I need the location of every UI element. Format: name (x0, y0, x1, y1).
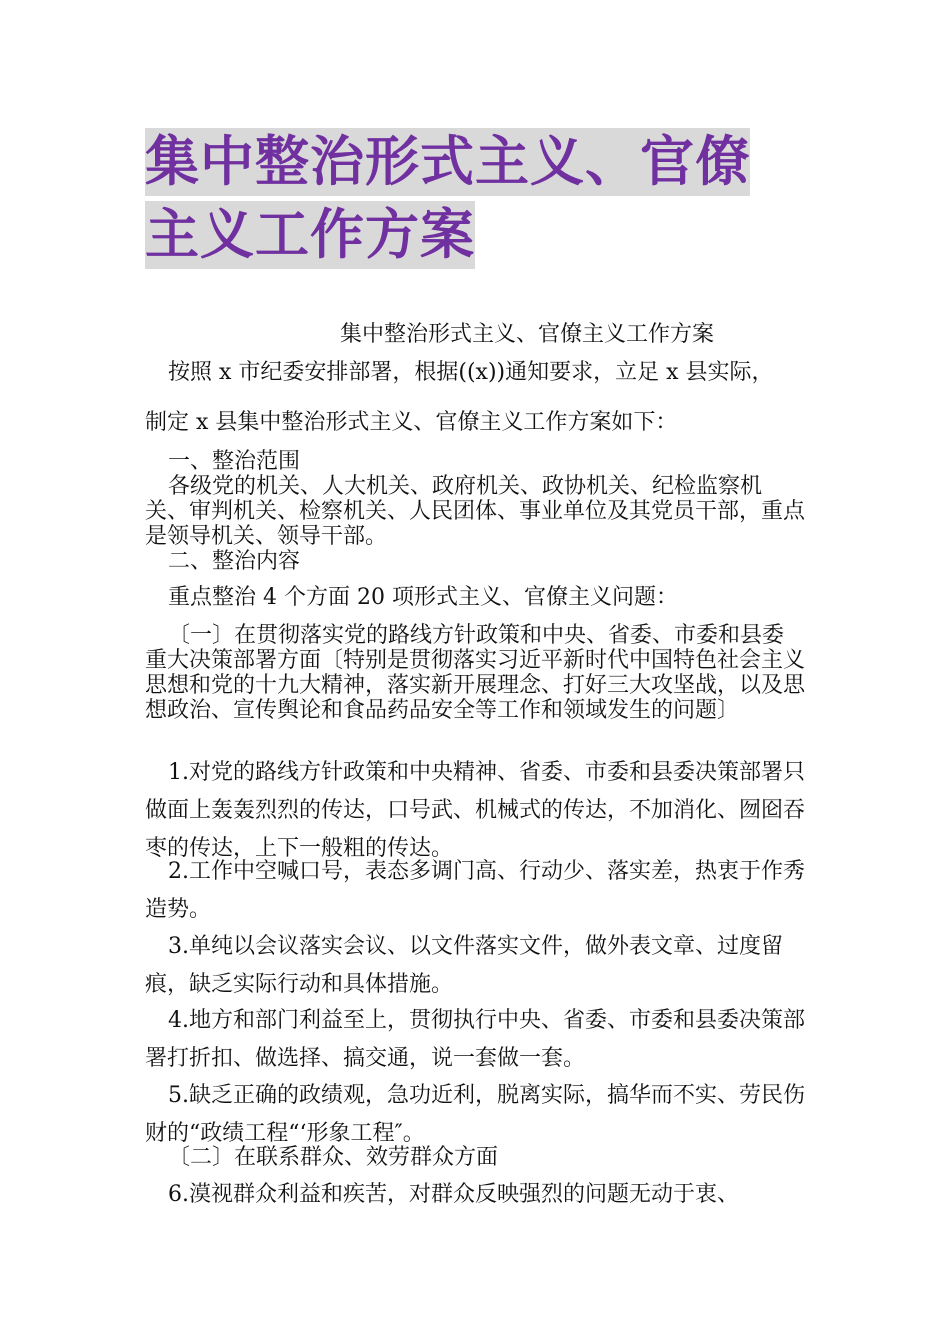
section-1-text: 各级党的机关、人大机关、政府机关、政协机关、纪检监察机关、审判机关、检察机关、人民团体、事业单位及其党员干部，重点是领导机关、领导干部。 (145, 474, 806, 549)
list-item-6: 6.漠视群众利益和疾苦，对群众反映强烈的问题无动于衷、 (168, 1182, 739, 1207)
list-item-5: 5.缺乏正确的政绩观，急功近利，脱离实际，搞华而不实、劳民伤财的“政绩工程“‘形象工程″。 (145, 1083, 805, 1146)
list-item-4: 4.地方和部门利益至上，贯彻执行中央、省委、市委和县委决策部署打折扣、做选择、搞交通，说一套做一套。 (145, 1008, 805, 1071)
list-item-3: 3.单纯以会议落实会议、以文件落实文件，做外表文章、过度留痕，缺乏实际行动和具体措施。 (145, 934, 783, 997)
section-2-part-1: 〔一〕在贯彻落实党的路线方针政策和中央、省委、市委和县委重大决策部署方面〔特别是贯彻落实习近平新时代中国特色社会主义思想和党的十九大精神，落实新开展理念、打好三大攻坚战，以及思想政治、宣传舆论和食品药品安全等工作和领域发生的问题〕 (145, 623, 806, 723)
section-2-part-2: 〔二〕在联系群众、效劳群众方面 (168, 1145, 499, 1170)
intro-paragraph-2: 制定 x 县集中整治形式主义、官僚主义工作方案如下： (145, 410, 678, 435)
list-item-2: 2.工作中空喊口号，表态多调门高、行动少、落实差，热衷于作秀造势。 (145, 859, 805, 922)
subtitle: 集中整治形式主义、官僚主义工作方案 (340, 322, 715, 347)
title-line-1: 集中整治形式主义、官僚 (145, 128, 750, 196)
list-item-1: 1.对党的路线方针政策和中央精神、省委、市委和县委决策部署只做面上轰轰烈烈的传达，口号武、机械式的传达，不加消化、囫囵吞枣的传达，上下一般粗的传达。 (145, 760, 806, 861)
section-2-heading: 二、整治内容 (168, 549, 301, 574)
intro-paragraph-1: 按照 x 市纪委安排部署，根据((x))通知要求，立足 x 县实际， (168, 360, 774, 385)
document-title (145, 128, 810, 274)
section-1-heading: 一、整治范围 (168, 449, 301, 474)
title-line-2: 主义工作方案 (145, 201, 475, 269)
section-2-summary: 重点整治 4 个方面 20 项形式主义、官僚主义问题： (168, 585, 678, 610)
